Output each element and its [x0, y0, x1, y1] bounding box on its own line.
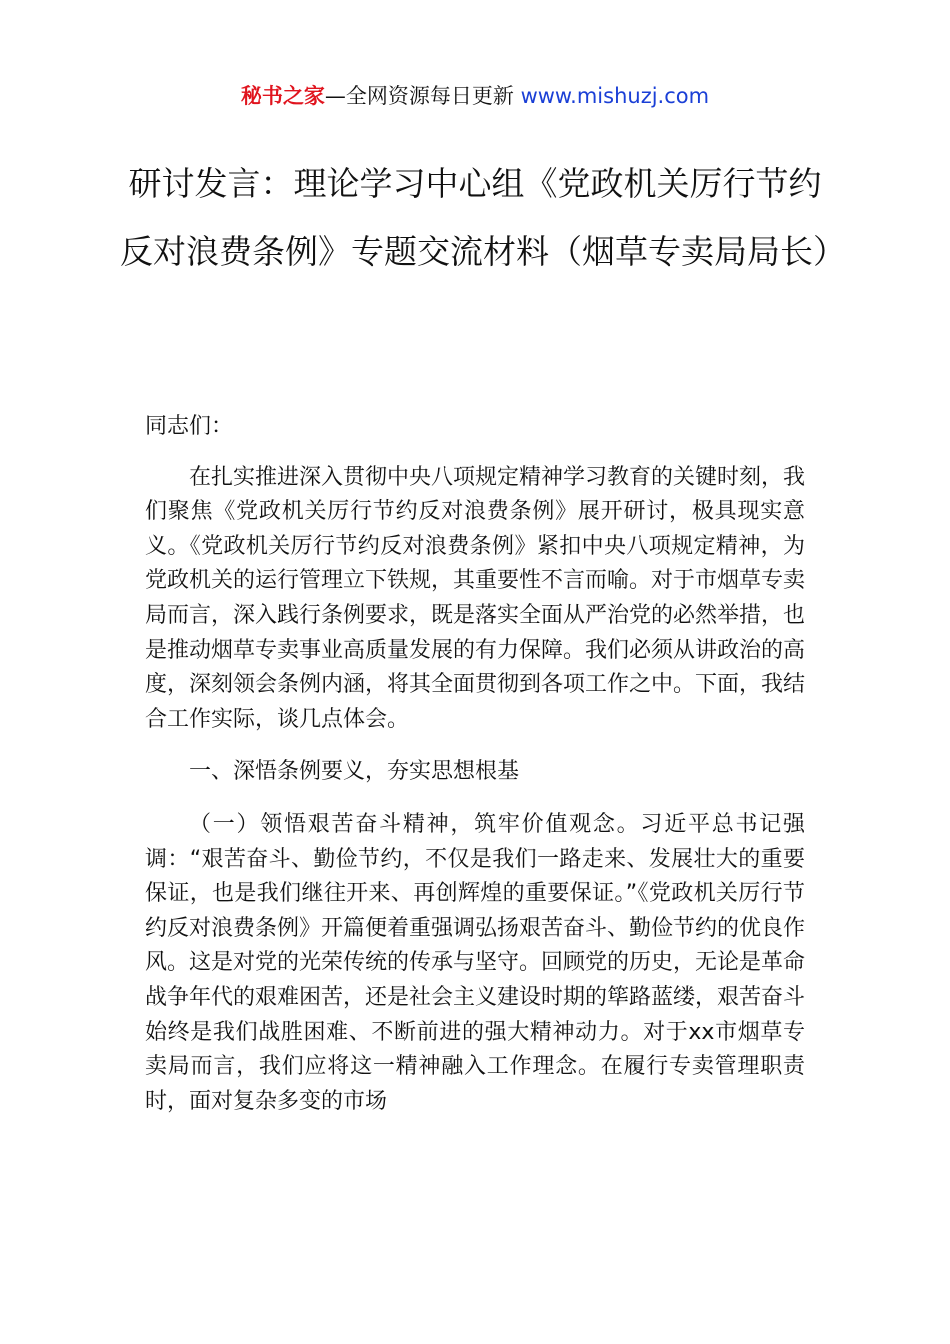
salutation: 同志们： [145, 414, 234, 439]
site-url-link[interactable]: www.mishuzj.com [520, 84, 710, 108]
intro-paragraph: 在扎实推进深入贯彻中央八项规定精神学习教育的关键时刻，我们聚焦《党政机关厉行节约反对浪费条例》展开研讨，极具现实意义。《党政机关厉行节约反对浪费条例》紧扣中央八项规定精神，为党政机关的运行管理立下铁规，其重要性不言而喻。对于市烟草专卖局而言，深入践行条例要求，既是落实全面从严治党的必然举措，也是推动烟草专卖事业高质量发展的有力保障。我们必须从讲政治的高度，深刻领会条例内涵，将其全面贯彻到各项工作之中。下面，我结合工作实际，谈几点体会。 [145, 464, 806, 732]
section-heading: 一、深悟条例要义，夯实思想根基 [189, 759, 520, 785]
document-title: 研讨发言：理论学习中心组《党政机关厉行节约反对浪费条例》专题交流材料（烟草专卖局局长） [120, 164, 846, 271]
document-body [145, 410, 805, 1119]
section-paragraph: （一）领悟艰苦奋斗精神，筑牢价值观念。习近平总书记强调：“艰苦奋斗、勤俭节约，不仅是我们一路走来、发展壮大的重要保证，也是我们继往开来、再创辉煌的重要保证。”《党政机关厉行节约反对浪费条例》开篇便着重强调弘扬艰苦奋斗、勤俭节约的优良作风。这是对党的光荣传统的传承与坚守。回顾党的历史，无论是革命战争年代的艰难困苦，还是社会主义建设时期的筚路蓝缕，艰苦奋斗始终是我们战胜困难、不断前进的强大精神动力。对于xx市烟草专卖局而言，我们应将这一精神融入工作理念。在履行专卖管理职责时，面对复杂多变的市场 [145, 811, 806, 1114]
site-header [0, 80, 950, 112]
site-brand: 秘书之家 [240, 84, 325, 108]
site-tagline: —全网资源每日更新 [324, 84, 521, 108]
